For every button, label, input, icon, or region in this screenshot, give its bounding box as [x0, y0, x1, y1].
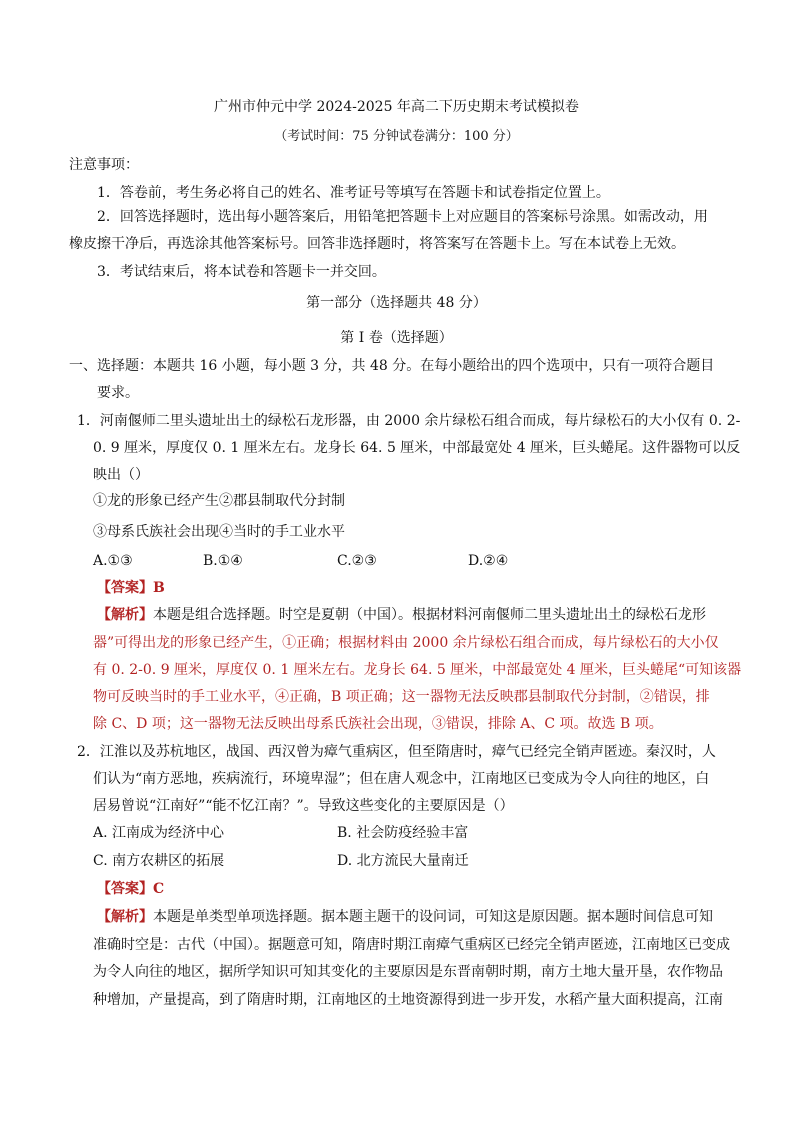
q2-analysis-line-1 [97, 906, 713, 928]
answer-value: B [153, 580, 165, 596]
notice-item-2-line-2: 橡皮擦干净后，再选涂其他答案标号。回答非选择题时，将答案写在答题卡上。写在本试卷上无效。 [69, 236, 685, 252]
q1-choice-b: B.①④ [203, 553, 243, 569]
volume-title: 第 I 卷（选择题） [340, 330, 453, 346]
q2-choice-a: A. 江南成为经济中心 [93, 825, 225, 841]
q1-choice-d: D.②④ [468, 553, 509, 569]
q1-stem-line-2: 0. 9 厘米，厚度仅 0. 1 厘米左右。龙身长 64. 5 厘米，中部最宽处 4 厘米，巨头蜷尾。这件器物可以反 [93, 440, 741, 456]
q2-analysis-line-3: 为令人向往的地区，据所学知识可知其变化的主要原因是东晋南朝时期，南方土地大量开垦，农作物品 [93, 964, 723, 980]
q2-stem-line-1: 2．江淮以及苏杭地区，战国、西汉曾为瘴气重病区，但至隋唐时，瘴气已经完全销声匿迹。秦汉时，人 [77, 744, 716, 760]
q2-stem-line-2: 们认为“南方恶地，疾病流行，环境卑湿”；但在唐人观念中，江南地区已变成为令人向往的地区，白 [93, 771, 710, 787]
q2-answer [97, 878, 164, 900]
exam-time-info: （考试时间：75 分钟试卷满分：100 分） [274, 129, 519, 144]
q2-choice-d: D. 北方流民大量南迁 [337, 853, 469, 869]
q1-analysis-line-5: 除 C、D 项；这一器物无法反映出母系氏族社会出现，③错误，排除 A、C 项。故选 B 项。 [93, 716, 663, 732]
q1-analysis-line-3: 有 0. 2-0. 9 厘米，厚度仅 0. 1 厘米左右。龙身长 64. 5 厘米，中部最宽处 4 厘米，巨头蜷尾“可知该器 [93, 662, 742, 678]
q1-statements-line-1: ①龙的形象已经产生②郡县制取代分封制 [93, 493, 345, 509]
q2-analysis-line-2: 准确时空是：古代（中国）。据题意可知，隋唐时期江南瘴气重病区已经完全销声匿迹，江南地区已变成 [93, 937, 730, 953]
notice-item-1: 1．答卷前，考生务必将自己的姓名、准考证号等填写在答题卡和试卷指定位置上。 [97, 185, 610, 201]
q1-analysis-line-2: 器”可得出龙的形象已经产生，①正确；根据材料由 2000 余片绿松石组合而成，每片绿松石的大小仅 [93, 635, 719, 651]
notice-heading: 注意事项： [69, 157, 139, 173]
answer-value: C [153, 881, 165, 897]
q2-choice-b: B. 社会防疫经验丰富 [337, 825, 469, 841]
analysis-text: 本题是组合选择题。时空是夏朝（中国）。根据材料河南偃师二里头遗址出土的绿松石龙形 [153, 607, 706, 623]
q1-analysis-line-1 [97, 604, 706, 626]
q2-stem-line-3: 居易曾说“江南好”“能不忆江南？”。导致这些变化的主要原因是（） [93, 798, 514, 814]
q1-statements-line-2: ③母系氏族社会出现④当时的手工业水平 [93, 524, 345, 540]
section-instruction-line-1: 一、选择题：本题共 16 小题，每小题 3 分，共 48 分。在每小题给出的四个选项中，只有一项符合题目 [69, 358, 715, 374]
q1-answer [97, 577, 165, 599]
part-title: 第一部分（选择题共 48 分） [306, 295, 487, 311]
q1-stem-line-3: 映出（） [93, 467, 149, 483]
q1-analysis-line-4: 物可反映当时的手工业水平，④正确，B 项正确；这一器物无法反映郡县制取代分封制，②错误，排 [93, 689, 710, 705]
answer-label: 【答案】 [97, 580, 153, 596]
section-instruction-line-2: 要求。 [97, 385, 139, 401]
analysis-text: 本题是单类型单项选择题。据本题主题干的设问词，可知这是原因题。据本题时间信息可知 [153, 909, 713, 925]
q2-choice-c: C. 南方农耕区的拓展 [93, 853, 225, 869]
q1-choice-c: C.②③ [337, 553, 377, 569]
q2-analysis-line-4: 种增加，产量提高，到了隋唐时期，江南地区的土地资源得到进一步开发，水稻产量大面积提高，江南 [93, 992, 723, 1008]
analysis-label: 【解析】 [97, 909, 153, 925]
answer-label: 【答案】 [97, 881, 153, 897]
q1-stem-line-1: 1．河南偃师二里头遗址出土的绿松石龙形器，由 2000 余片绿松石组合而成，每片绿松石的大小仅有 0. 2- [77, 413, 741, 429]
page-title: 广州市仲元中学 2024-2025 年高二下历史期末考试模拟卷 [214, 99, 579, 115]
notice-item-2-line-1: 2．回答选择题时，选出每小题答案后，用铅笔把答题卡上对应题目的答案标号涂黑。如需改动，用 [97, 209, 708, 225]
q1-choice-a: A.①③ [93, 553, 133, 569]
notice-item-3: 3．考试结束后，将本试卷和答题卡一并交回。 [97, 264, 386, 280]
analysis-label: 【解析】 [97, 607, 153, 623]
